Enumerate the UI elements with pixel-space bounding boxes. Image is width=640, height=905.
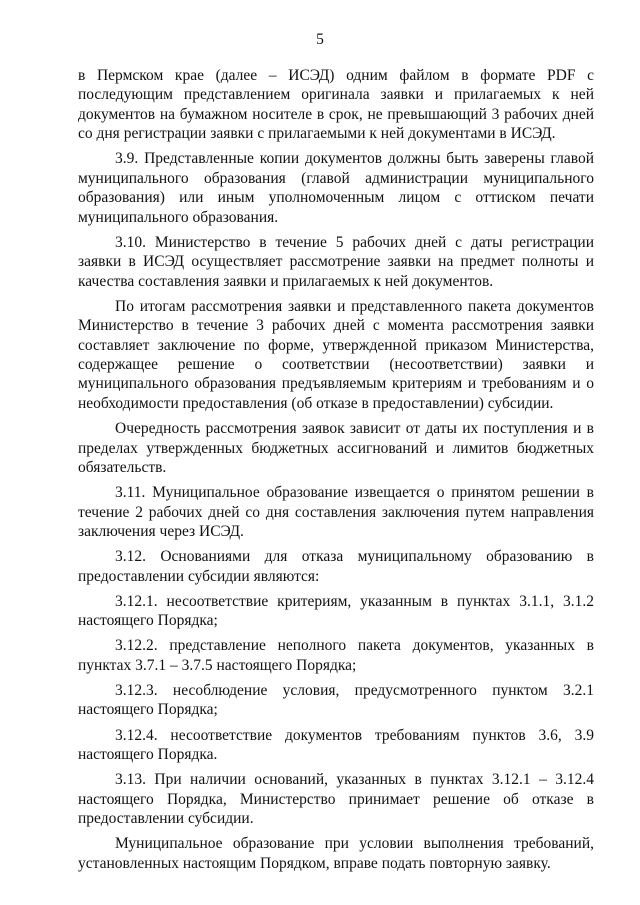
paragraph-ised-submission: в Пермском крае (далее – ИСЭД) одним файлом в формате PDF с последующим представлением оригинала заявки и прилагаемых к ней документов на бумажном носителе в срок, не превышающий 3 рабочих дней со дня регистрации заявки с прилагаемыми к ней документами в ИСЭД. [78,67,594,143]
paragraph-3-13: 3.13. При наличии оснований, указанных в пунктах 3.12.1 – 3.12.4 настоящего Порядка, Министерство принимает решение об отказе в предоставлении субсидии. [78,771,594,827]
paragraph-review-conclusion: По итогам рассмотрения заявки и представленного пакета документов Министерство в течение 3 рабочих дней с момента рассмотрения заявки составляет заключение по форме, утвержденной приказом Министерства, содержащее решение о соответствии (несоответствии) заявки и муниципального образования предъявляемым критериям и требованиям и о необходимости предоставления (об отказе в предоставлении) субсидии. [78,297,594,412]
paragraph-3-10: 3.10. Министерство в течение 5 рабочих дней с даты регистрации заявки в ИСЭД осуществляет рассмотрение заявки на предмет полноты и качества составления заявки и прилагаемых к ней документов. [78,233,594,290]
paragraph-3-12: 3.12. Основаниями для отказа муниципальному образованию в предоставлении субсидии являются: [78,548,594,585]
page-number: 5 [316,31,324,48]
paragraph-3-12-1: 3.12.1. несоответствие критериям, указанным в пунктах 3.1.1, 3.1.2 настоящего Порядка; [78,592,594,630]
paragraph-repeat-application: Муниципальное образование при условии выполнения требований, установленных настоящим Порядком, вправе подать повторную заявку. [78,835,594,872]
paragraph-3-12-2: 3.12.2. представление неполного пакета документов, указанных в пунктах 3.7.1 – 3.7.5 настоящего Порядка; [78,637,594,674]
paragraph-3-11: 3.11. Муниципальное образование извещается о принятом решении в течение 2 рабочих дней со дня составления заключения путем направления заключения через ИСЭД. [78,484,594,540]
paragraph-3-12-4: 3.12.4. несоответствие документов требованиям пунктов 3.6, 3.9 настоящего Порядка. [78,726,594,763]
paragraph-review-order: Очередность рассмотрения заявок зависит от даты их поступления и в пределах утвержденных бюджетных ассигнований и лимитов бюджетных обязательств. [78,420,594,476]
paragraph-3-9: 3.9. Представленные копии документов должны быть заверены главой муниципального образования (главой администрации муниципального образования) или иным уполномоченным лицом с оттиском печати муниципального образования. [78,150,594,226]
paragraph-3-12-3: 3.12.3. несоблюдение условия, предусмотренного пунктом 3.2.1 настоящего Порядка; [78,681,594,719]
document-body [78,66,594,879]
